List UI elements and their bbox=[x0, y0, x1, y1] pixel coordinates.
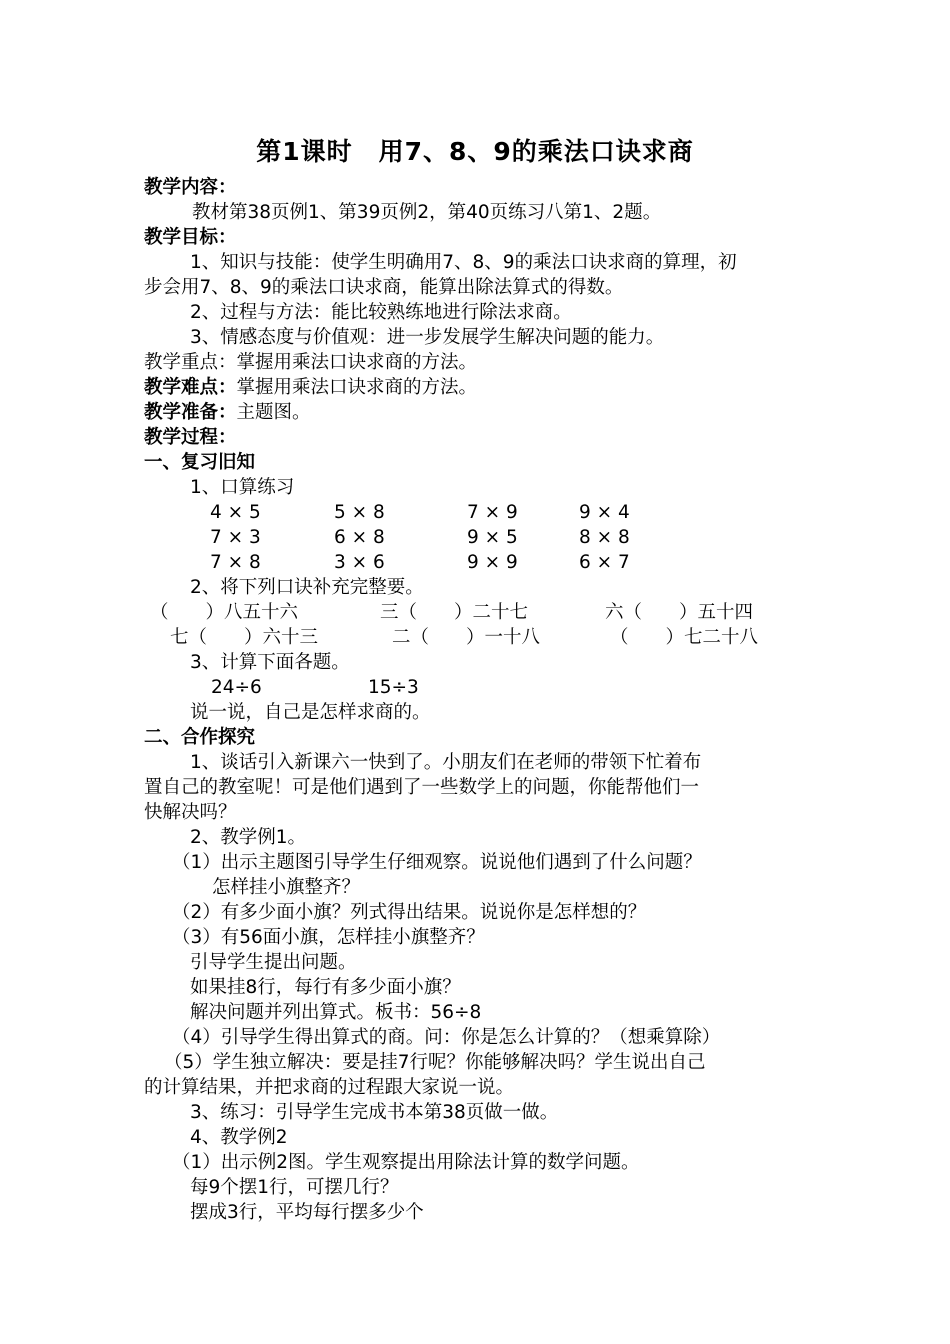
paragraph-line: 如果挂8行，每行有多少面小旗？ bbox=[190, 977, 461, 998]
paragraph-line: 摆成3行，平均每行摆多少个 bbox=[190, 1202, 424, 1223]
fill-in-item: 二（ ）一十八 bbox=[392, 627, 541, 648]
oral-item: 6 × 7 bbox=[579, 552, 630, 573]
oral-item: 7 × 3 bbox=[210, 527, 261, 548]
paragraph-line: 置自己的教室呢！可是他们遇到了一些数学上的问题，你能帮他们一 bbox=[144, 777, 700, 798]
content-heading: 教学内容： bbox=[144, 177, 237, 198]
paragraph-line: 的计算结果，并把求商的过程跟大家说一说。 bbox=[144, 1077, 515, 1098]
paragraph-line: （2）有多少面小旗？列式得出结果。说说你是怎样想的？ bbox=[172, 902, 647, 923]
fill-in-item: 七（ ）六十三 bbox=[170, 627, 319, 648]
goal-2: 2、过程与方法：能比较熟练地进行除法求商。 bbox=[190, 302, 572, 323]
goal-1-line-2: 步会用7、8、9的乘法口诀求商，能算出除法算式的得数。 bbox=[144, 277, 624, 298]
paragraph-line: （5）学生独立解决：要是挂7行呢？你能够解决吗？学生说出自己 bbox=[164, 1052, 706, 1073]
oral-practice-title: 1、口算练习 bbox=[190, 477, 295, 498]
section-1-heading: 一、复习旧知 bbox=[144, 452, 256, 473]
preparation-label: 教学准备： bbox=[144, 402, 237, 423]
oral-item: 4 × 5 bbox=[210, 502, 261, 523]
paragraph-line: （1）出示例2图。学生观察提出用除法计算的数学问题。 bbox=[172, 1152, 640, 1173]
paragraph-line: 每9个摆1行，可摆几行？ bbox=[190, 1177, 399, 1198]
oral-item: 3 × 6 bbox=[334, 552, 385, 573]
oral-item: 7 × 8 bbox=[210, 552, 261, 573]
difficulty-line bbox=[144, 376, 477, 400]
fill-in-item: （ ）八五十六 bbox=[150, 602, 299, 623]
fill-in-item: （ ）七二十八 bbox=[610, 627, 759, 648]
paragraph-line: 怎样挂小旗整齐？ bbox=[212, 877, 361, 898]
oral-item: 8 × 8 bbox=[579, 527, 630, 548]
calc-item: 15÷3 bbox=[368, 677, 419, 698]
paragraph-line: （1）出示主题图引导学生仔细观察。说说他们遇到了什么问题？ bbox=[172, 852, 702, 873]
oral-item: 9 × 9 bbox=[467, 552, 518, 573]
page-title: 第1课时 用7、8、9的乘法口诀求商 bbox=[256, 137, 694, 166]
goals-heading: 教学目标： bbox=[144, 227, 237, 248]
fill-in-item: 六（ ）五十四 bbox=[605, 602, 754, 623]
paragraph-line: 1、谈话引入新课六一快到了。小朋友们在老师的带领下忙着布 bbox=[190, 752, 702, 773]
process-heading: 教学过程： bbox=[144, 427, 237, 448]
paragraph-line: 2、教学例1。 bbox=[190, 827, 307, 848]
goal-3: 3、情感态度与价值观：进一步发展学生解决问题的能力。 bbox=[190, 327, 665, 348]
difficulty-text: 掌握用乘法口诀求商的方法。 bbox=[236, 377, 478, 398]
paragraph-line: 4、教学例2 bbox=[190, 1127, 288, 1148]
paragraph-line: 3、练习：引导学生完成书本第38页做一做。 bbox=[190, 1102, 559, 1123]
calc-title: 3、计算下面各题。 bbox=[190, 652, 350, 673]
say-how-text: 说一说，自己是怎样求商的。 bbox=[190, 702, 431, 723]
oral-item: 5 × 8 bbox=[334, 502, 385, 523]
paragraph-line: （4）引导学生得出算式的商。问：你是怎么计算的？（想乘算除） bbox=[172, 1027, 721, 1048]
fill-in-item: 三（ ）二十七 bbox=[380, 602, 529, 623]
fill-in-title: 2、将下列口诀补充完整要。 bbox=[190, 577, 424, 598]
paragraph-line: （3）有56面小旗，怎样挂小旗整齐？ bbox=[172, 927, 485, 948]
preparation-line bbox=[144, 401, 311, 425]
difficulty-label: 教学难点： bbox=[144, 377, 237, 398]
oral-item: 6 × 8 bbox=[334, 527, 385, 548]
oral-item: 7 × 9 bbox=[467, 502, 518, 523]
paragraph-line: 解决问题并列出算式。板书：56÷8 bbox=[190, 1002, 482, 1023]
paragraph-line: 快解决吗？ bbox=[144, 802, 237, 823]
oral-item: 9 × 4 bbox=[579, 502, 630, 523]
goal-1-line-1: 1、知识与技能：使学生明确用7、8、9的乘法口诀求商的算理，初 bbox=[190, 252, 737, 273]
preparation-text: 主题图。 bbox=[236, 402, 311, 423]
paragraph-line: 引导学生提出问题。 bbox=[190, 952, 357, 973]
section-2-heading: 二、合作探究 bbox=[144, 727, 256, 748]
oral-item: 9 × 5 bbox=[467, 527, 518, 548]
key-point-text: 掌握用乘法口诀求商的方法。 bbox=[236, 352, 478, 373]
calc-item: 24÷6 bbox=[211, 677, 262, 698]
key-point-line bbox=[144, 351, 477, 375]
content-text: 教材第38页例1、第39页例2，第40页练习八第1、2题。 bbox=[192, 202, 662, 223]
key-point-label: 教学重点： bbox=[144, 352, 237, 373]
